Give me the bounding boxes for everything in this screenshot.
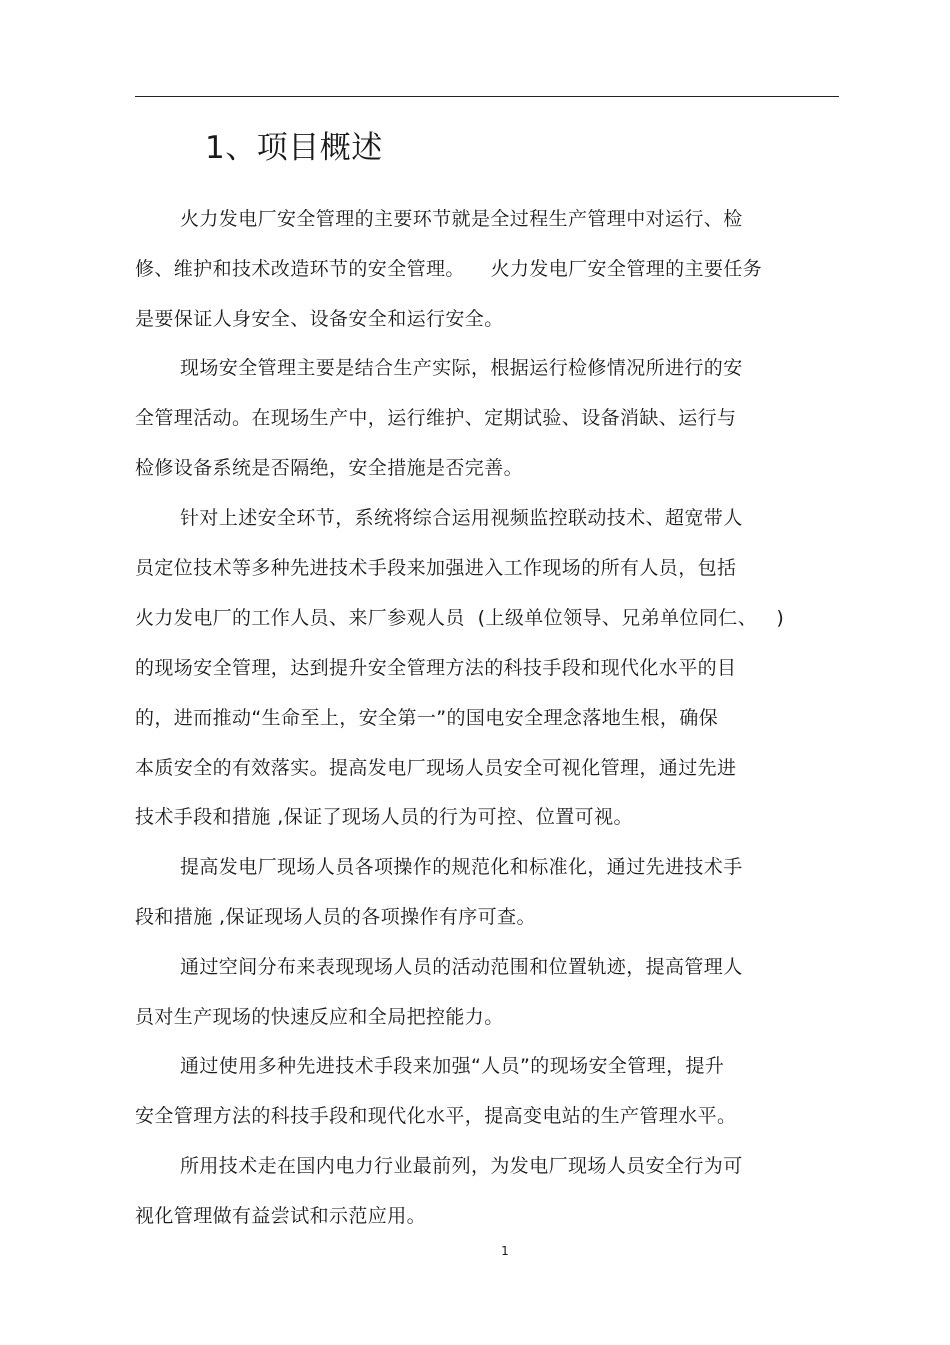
paragraph-3-line-2: 员定位技术等多种先进技术手段来加强进入工作现场的所有人员，包括 [135, 557, 737, 579]
paragraph-3-line-4: 的现场安全管理，达到提升安全管理方法的科技手段和现代化水平的目 [135, 657, 737, 679]
paragraph-5-line-2: 员对生产现场的快速反应和全局把控能力。 [135, 1006, 504, 1028]
paragraph-1-line-2: 修、维护和技术改造环节的安全管理。 火力发电厂安全管理的主要任务 [135, 258, 763, 280]
section-heading: 1、项目概述 [205, 130, 383, 166]
paragraph-1-line-1: 火力发电厂安全管理的主要环节就是全过程生产管理中对运行、检 [180, 208, 743, 230]
paragraph-3-line-1: 针对上述安全环节，系统将综合运用视频监控联动技术、超宽带人 [180, 507, 743, 529]
paragraph-5-line-1: 通过空间分布来表现现场人员的活动范围和位置轨迹，提高管理人 [180, 956, 743, 978]
paragraph-1-line-3: 是要保证人身安全、设备安全和运行安全。 [135, 308, 504, 330]
paragraph-3-line-3: 火力发电厂的工作人员、来厂参观人员 (上级单位领导、兄弟单位同仁、 ) [135, 607, 785, 629]
paragraph-3-line-5: 的，进而推动“生命至上，安全第一”的国电安全理念落地生根，确保 [135, 707, 719, 729]
paragraph-2-line-2: 全管理活动。在现场生产中，运行维护、定期试验、设备消缺、运行与 [135, 407, 737, 429]
paragraph-4-line-2: 段和措施 ,保证现场人员的各项操作有序可查。 [135, 906, 536, 928]
paragraph-2-line-3: 检修设备系统是否隔绝，安全措施是否完善。 [135, 457, 524, 479]
paragraph-7-line-1: 所用技术走在国内电力行业最前列，为发电厂现场人员安全行为可 [180, 1155, 743, 1177]
paragraph-3-line-6: 本质安全的有效落实。提高发电厂现场人员安全可视化管理，通过先进 [135, 757, 737, 779]
paragraph-7-line-2: 视化管理做有益尝试和示范应用。 [135, 1205, 427, 1227]
paragraph-6-line-1: 通过使用多种先进技术手段来加强“人员”的现场安全管理，提升 [180, 1055, 725, 1077]
paragraph-3-line-7: 技术手段和措施 ,保证了现场人员的行为可控、位置可视。 [135, 806, 633, 828]
paragraph-6-line-2: 安全管理方法的科技手段和现代化水平，提高变电站的生产管理水平。 [135, 1105, 737, 1127]
header-rule [135, 96, 839, 97]
paragraph-4-line-1: 提高发电厂现场人员各项操作的规范化和标准化，通过先进技术手 [180, 856, 743, 878]
page-number: 1 [501, 1244, 509, 1258]
paragraph-2-line-1: 现场安全管理主要是结合生产实际，根据运行检修情况所进行的安 [180, 357, 743, 379]
